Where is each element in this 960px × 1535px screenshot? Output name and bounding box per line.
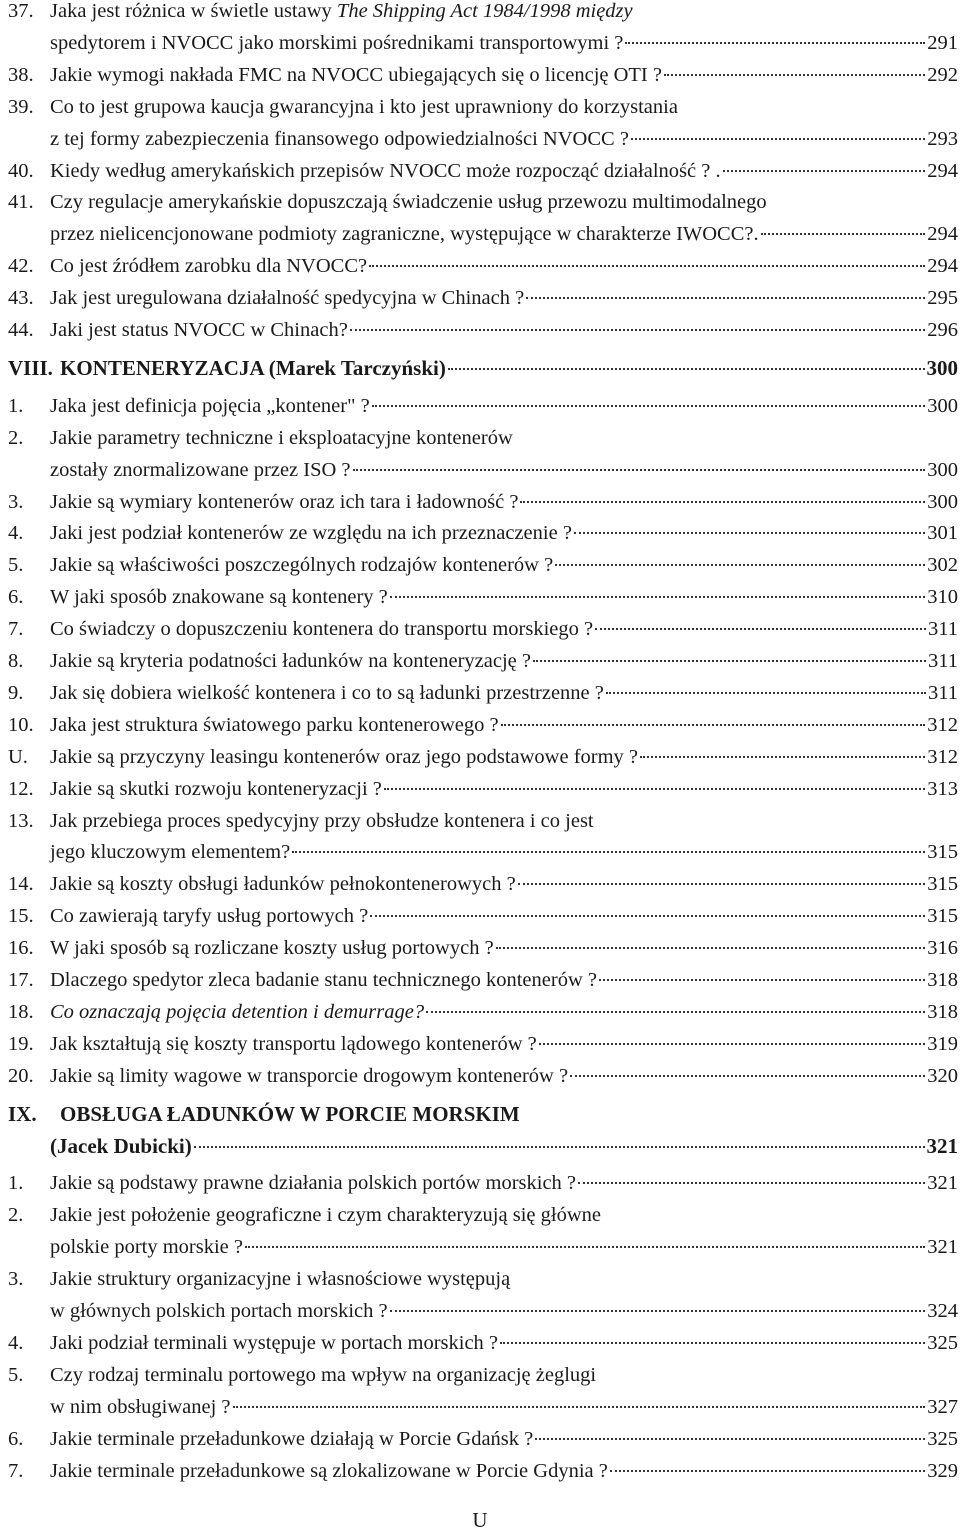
entry-text-line [50, 1296, 958, 1326]
entry-text-line [50, 92, 958, 122]
entry-number: 15. [8, 905, 34, 928]
page-number: 294 [927, 255, 958, 278]
entry-title [50, 997, 424, 1027]
toc-entry-line [0, 646, 958, 676]
dot-leader [520, 501, 925, 503]
entry-title: Jakie wymogi nakłada FMC na NVOCC ubiegających się o licencję OTI ? [50, 63, 662, 86]
entry-number: IX. [8, 1101, 37, 1126]
entry-number: 18. [8, 1000, 34, 1023]
entry-text-line [50, 251, 958, 281]
dot-leader [723, 170, 926, 172]
toc-entry-line [0, 710, 958, 740]
dot-leader [625, 42, 925, 44]
dot-leader [526, 297, 925, 299]
page-number: 311 [928, 681, 958, 704]
page-number: 315 [927, 873, 958, 896]
entry-title: W jaki sposób znakowane są kontenery ? [50, 586, 388, 609]
entry-number: 38. [8, 63, 34, 86]
dot-leader [574, 532, 925, 534]
entry-number: 14. [8, 873, 34, 896]
entry-title: spedytorem i NVOCC jako morskimi pośrednikami transportowymi ? [50, 31, 624, 54]
dot-leader [426, 1011, 925, 1013]
entry-number: 40. [8, 159, 34, 182]
toc-entry-line [0, 678, 958, 708]
toc-entry-line [0, 1131, 958, 1161]
toc-entry-line [0, 391, 958, 421]
entry-title: OBSŁUGA ŁADUNKÓW W PORCIE MORSKIM [60, 1101, 520, 1126]
page-number: 292 [927, 63, 958, 86]
dot-leader [501, 724, 926, 726]
dot-leader [631, 138, 925, 140]
entry-number: 17. [8, 969, 34, 991]
toc-entry-line [0, 187, 958, 217]
page-number: 310 [927, 586, 958, 609]
dot-leader [233, 1406, 926, 1408]
entry-number: 7. [8, 1459, 24, 1482]
entry-title: Kiedy według amerykańskich przepisów NVOCC może rozpocząć działalność ? . [50, 159, 721, 182]
entry-title: Jakie parametry techniczne i eksploatacyjne kontenerów [50, 426, 513, 449]
page-number: 318 [927, 1000, 958, 1023]
dot-leader [664, 74, 925, 76]
dot-leader [606, 692, 926, 694]
entry-text-line [50, 0, 958, 26]
toc-entry-line [0, 251, 958, 281]
entry-title: jego kluczowym elementem? [50, 841, 291, 864]
dot-leader [539, 1043, 926, 1045]
page-number: 320 [927, 1064, 958, 1087]
page-number: 325 [927, 1331, 958, 1354]
entry-title: Jakie są skutki rozwoju konteneryzacji ? [50, 777, 382, 800]
page-number: 329 [927, 1459, 958, 1482]
entry-title-italic: The Shipping Act 1984/1998 między [336, 0, 633, 22]
entry-title: w nim obsługiwanej ? [50, 1395, 231, 1418]
entry-number: 10. [8, 713, 34, 736]
entry-title: z tej formy zabezpieczenia finansowego odpowiedzialności NVOCC ? [50, 127, 629, 150]
entry-number: 2. [8, 1204, 24, 1227]
page-number: 312 [927, 713, 958, 736]
entry-text-line [50, 614, 958, 644]
entry-title: (Jacek Dubicki) [50, 1133, 192, 1158]
toc-entry-line [0, 92, 958, 122]
entry-text-line [50, 487, 958, 517]
toc-entry-line [0, 518, 958, 548]
entry-text-line [50, 582, 958, 612]
entry-text-line [50, 742, 958, 772]
entry-title: Dlaczego spedytor zleca badanie stanu technicznego kontenerów ? [50, 969, 597, 991]
entry-text-line [50, 1232, 958, 1262]
entry-text-line [50, 837, 958, 867]
dot-leader [369, 265, 925, 267]
page-number: 293 [927, 127, 958, 150]
entry-number: 9. [8, 681, 24, 704]
entry-title: Jaka jest struktura światowego parku kontenerowego ? [50, 713, 499, 736]
entry-text-line [60, 1099, 958, 1129]
entry-number: 12. [8, 777, 34, 800]
dot-leader [384, 788, 925, 790]
page-number: 316 [927, 937, 958, 960]
dot-leader [500, 1342, 925, 1344]
toc-entry-line [0, 869, 958, 899]
entry-number: 37. [8, 0, 34, 22]
page-footer-mark: U [472, 1508, 488, 1532]
toc-entry-line [0, 423, 958, 453]
toc-entry-line [0, 1200, 958, 1230]
dot-leader [595, 628, 926, 630]
page-number: 318 [927, 969, 958, 991]
dot-leader [390, 1310, 926, 1312]
page-number: 294 [927, 223, 958, 246]
entry-title: Co świadczy o dopuszczeniu kontenera do transportu morskiego ? [50, 618, 594, 641]
entry-number: 42. [8, 255, 34, 278]
entry-text-line [50, 156, 958, 186]
toc-entry-line [0, 219, 958, 249]
entry-number: 39. [8, 95, 34, 118]
toc-entry-line [0, 1424, 958, 1454]
entry-title: W jaki sposób są rozliczane koszty usług portowych ? [50, 937, 494, 960]
entry-title: Jakie są limity wagowe w transporcie drogowym kontenerów ? [50, 1064, 569, 1087]
entry-title: Jakie terminale przeładunkowe są zlokalizowane w Porcie Gdynia ? [50, 1459, 608, 1482]
entry-number: 20. [8, 1064, 34, 1087]
entry-title: Jak jest uregulowana działalność spedycyjna w Chinach ? [50, 287, 525, 310]
entry-title: Jakie są kryteria podatności ładunków na konteneryzację ? [50, 650, 531, 672]
page-number: 312 [927, 745, 958, 768]
entry-text-line [50, 219, 958, 249]
entry-title: KONTENERYZACJA (Marek Tarczyński) [60, 355, 446, 380]
dot-leader [194, 1146, 925, 1148]
page-number: 315 [927, 905, 958, 928]
dot-leader [370, 915, 925, 917]
entry-title: Jakie struktury organizacyjne i własnościowe występują [50, 1268, 511, 1291]
entry-title: Jak przebiega proces spedycyjny przy obsłudze kontenera i co jest [50, 809, 594, 832]
entry-text-line [50, 1328, 958, 1358]
toc-entry-line [0, 353, 958, 383]
entry-number: 19. [8, 1032, 34, 1055]
entry-text-line [50, 391, 958, 421]
toc-entry-line [0, 124, 958, 154]
page-number: 295 [927, 287, 958, 310]
entry-text-line [50, 1029, 958, 1059]
entry-number: 6. [8, 586, 24, 609]
toc-entry-line [0, 1392, 958, 1422]
entry-title: Jak kształtują się koszty transportu lądowego kontenerów ? [50, 1032, 537, 1055]
dot-leader [292, 851, 925, 853]
entry-title: Jakie są koszty obsługi ładunków pełnokontenerowych ? [50, 873, 516, 896]
toc-entry-line [0, 614, 958, 644]
dot-leader [599, 979, 925, 981]
entry-number: 6. [8, 1427, 24, 1450]
entry-title: Jakie terminale przeładunkowe działają w Porcie Gdańsk ? [50, 1427, 534, 1450]
entry-number: 41. [8, 191, 34, 214]
page-number: 321 [927, 1236, 958, 1259]
entry-number: 5. [8, 554, 24, 577]
entry-text-line [50, 283, 958, 313]
entry-text-line [50, 774, 958, 804]
entry-title: Jaka jest definicja pojęcia „kontener" ? [50, 394, 370, 417]
toc-entry-line [0, 1099, 958, 1129]
page-number: 321 [927, 1172, 958, 1195]
page-number: 300 [927, 394, 958, 417]
entry-text-line [60, 353, 958, 383]
entry-title: Jakie jest położenie geograficzne i czym charakteryzują się główne [50, 1204, 601, 1227]
entry-title: Jaka jest różnica w świetle ustawy The Shipping Act 1984/1998 między [50, 0, 633, 22]
entry-number: 5. [8, 1363, 24, 1386]
entry-text-line [50, 933, 958, 963]
dot-leader [610, 1470, 925, 1472]
dot-leader [390, 596, 925, 598]
entry-text-line [50, 1456, 958, 1486]
entry-text-line [50, 550, 958, 580]
entry-text-line [50, 187, 958, 217]
page-number: 324 [927, 1300, 958, 1322]
page-number: 311 [928, 618, 958, 641]
toc-entry-line [0, 997, 958, 1027]
entry-title: Jakie są podstawy prawne działania polskich portów morskich ? [50, 1172, 577, 1195]
entry-title: Co zawierają taryfy usług portowych ? [50, 905, 369, 928]
toc-entry-line [0, 1456, 958, 1486]
entry-text-line [50, 997, 958, 1027]
entry-title-italic: Co oznaczają pojęcia detention i demurrage? [50, 1000, 425, 1023]
entry-text-line [50, 901, 958, 931]
toc-entry-line [0, 1328, 958, 1358]
entry-text-line [50, 678, 958, 708]
entry-text-line [50, 124, 958, 154]
entry-title: Co to jest grupowa kaucja gwarancyjna i kto jest uprawniony do korzystania [50, 95, 678, 118]
page-number: 313 [927, 777, 958, 800]
toc-entry-line [0, 1232, 958, 1262]
entry-text-line [50, 455, 958, 485]
page-number: 327 [927, 1395, 958, 1418]
page-number: 300 [927, 490, 958, 513]
entry-title: w głównych polskich portach morskich ? [50, 1300, 388, 1322]
entry-title: zostały znormalizowane przez ISO ? [50, 458, 351, 481]
entry-number: 1. [8, 1172, 24, 1195]
toc-entry-line [0, 837, 958, 867]
entry-text-line [50, 1061, 958, 1091]
dot-leader [533, 660, 926, 662]
entry-number: 2. [8, 426, 24, 449]
entry-text-line [50, 1360, 958, 1390]
toc-entry-line [0, 487, 958, 517]
toc-entry-line [0, 28, 958, 58]
entry-text-line [50, 806, 958, 836]
page-number: 296 [927, 319, 958, 341]
toc-entry-line [0, 1168, 958, 1198]
page-number: 301 [927, 522, 958, 545]
entry-number: 1. [8, 394, 24, 417]
toc-entry-line [0, 156, 958, 186]
entry-number: 44. [8, 319, 34, 341]
entry-number: 8. [8, 650, 24, 672]
entry-text-line [50, 1131, 958, 1161]
entry-title: Jakie są właściwości poszczególnych rodzajów kontenerów ? [50, 554, 554, 577]
entry-title: Jakie są wymiary kontenerów oraz ich tara i ładowność ? [50, 490, 519, 513]
entry-text-line [50, 60, 958, 90]
entry-text-line [50, 1200, 958, 1230]
entry-title: przez nielicencjonowane podmioty zagraniczne, występujące w charakterze IWOCC?. [50, 223, 759, 246]
toc-entry-line [0, 1360, 958, 1390]
page-number: 302 [927, 554, 958, 577]
toc-entry-line [0, 901, 958, 931]
toc-entry-line [0, 283, 958, 313]
entry-title: Jakie są przyczyny leasingu kontenerów oraz jego podstawowe formy ? [50, 745, 639, 768]
toc-entry-line [0, 806, 958, 836]
entry-number: 4. [8, 1331, 24, 1354]
entry-text-line [50, 646, 958, 676]
entry-number: 7. [8, 618, 24, 641]
entry-number: 3. [8, 1268, 24, 1291]
entry-number: 13. [8, 809, 34, 832]
toc-entry-line [0, 965, 958, 995]
toc-entry-line [0, 774, 958, 804]
dot-leader [496, 947, 926, 949]
dot-leader [518, 883, 926, 885]
page-number: 315 [927, 841, 958, 864]
entry-number: 4. [8, 522, 24, 545]
page-number: 300 [927, 458, 958, 481]
entry-text-line [50, 423, 958, 453]
dot-leader [372, 405, 926, 407]
page-number: 291 [927, 31, 958, 54]
dot-leader [350, 329, 925, 331]
entry-number: VIII. [8, 355, 53, 380]
entry-number: 16. [8, 937, 34, 960]
entry-number: 3. [8, 490, 24, 513]
toc-entry-line [0, 60, 958, 90]
dot-leader [578, 1182, 925, 1184]
entry-text-line [50, 965, 958, 995]
entry-title: Jaki jest podział kontenerów ze względu na ich przeznaczenie ? [50, 522, 572, 545]
entry-title: Co jest źródłem zarobku dla NVOCC? [50, 255, 368, 278]
entry-title: Jak się dobiera wielkość kontenera i co to są ładunki przestrzenne ? [50, 681, 604, 704]
dot-leader [640, 756, 925, 758]
dot-leader [448, 368, 925, 370]
toc-entry-line [0, 550, 958, 580]
toc-entry-line [0, 1029, 958, 1059]
entry-text-line [50, 518, 958, 548]
page-number: 311 [928, 650, 958, 672]
entry-title: Jaki podział terminali występuje w portach morskich ? [50, 1331, 499, 1354]
entry-text-line [50, 28, 958, 58]
page-number: 294 [927, 159, 958, 182]
page-number: 321 [926, 1133, 958, 1158]
toc-entry-line [0, 933, 958, 963]
entry-text-line [50, 1168, 958, 1198]
entry-text-line [50, 869, 958, 899]
entry-text-line [50, 1392, 958, 1422]
entry-title: Jaki jest status NVOCC w Chinach? [50, 319, 348, 341]
page-number: 319 [927, 1032, 958, 1055]
entry-text-line [50, 710, 958, 740]
entry-title: Czy regulacje amerykańskie dopuszczają świadczenie usług przewozu multimodalnego [50, 191, 767, 214]
toc-entry-line [0, 455, 958, 485]
dot-leader [353, 469, 926, 471]
toc-entry-line [0, 1264, 958, 1294]
toc-entry-line [0, 0, 958, 26]
dot-leader [535, 1438, 925, 1440]
toc-entry-line [0, 1296, 958, 1326]
entry-number: 43. [8, 287, 34, 310]
dot-leader [761, 233, 926, 235]
page-number: 325 [927, 1427, 958, 1450]
toc-entry-line [0, 1061, 958, 1091]
dot-leader [555, 564, 925, 566]
entry-text-line [50, 1264, 958, 1294]
entry-text-line [50, 1424, 958, 1454]
entry-title: Czy rodzaj terminalu portowego ma wpływ na organizację żeglugi [50, 1363, 597, 1386]
page-number: 300 [926, 355, 958, 380]
entry-text-line [50, 315, 958, 345]
dot-leader [245, 1246, 925, 1248]
toc-entry-line [0, 582, 958, 612]
entry-title: polskie porty morskie ? [50, 1236, 244, 1259]
toc-entry-line [0, 742, 958, 772]
toc-entry-line [0, 315, 958, 345]
entry-number: U. [8, 745, 28, 768]
dot-leader [570, 1075, 925, 1077]
